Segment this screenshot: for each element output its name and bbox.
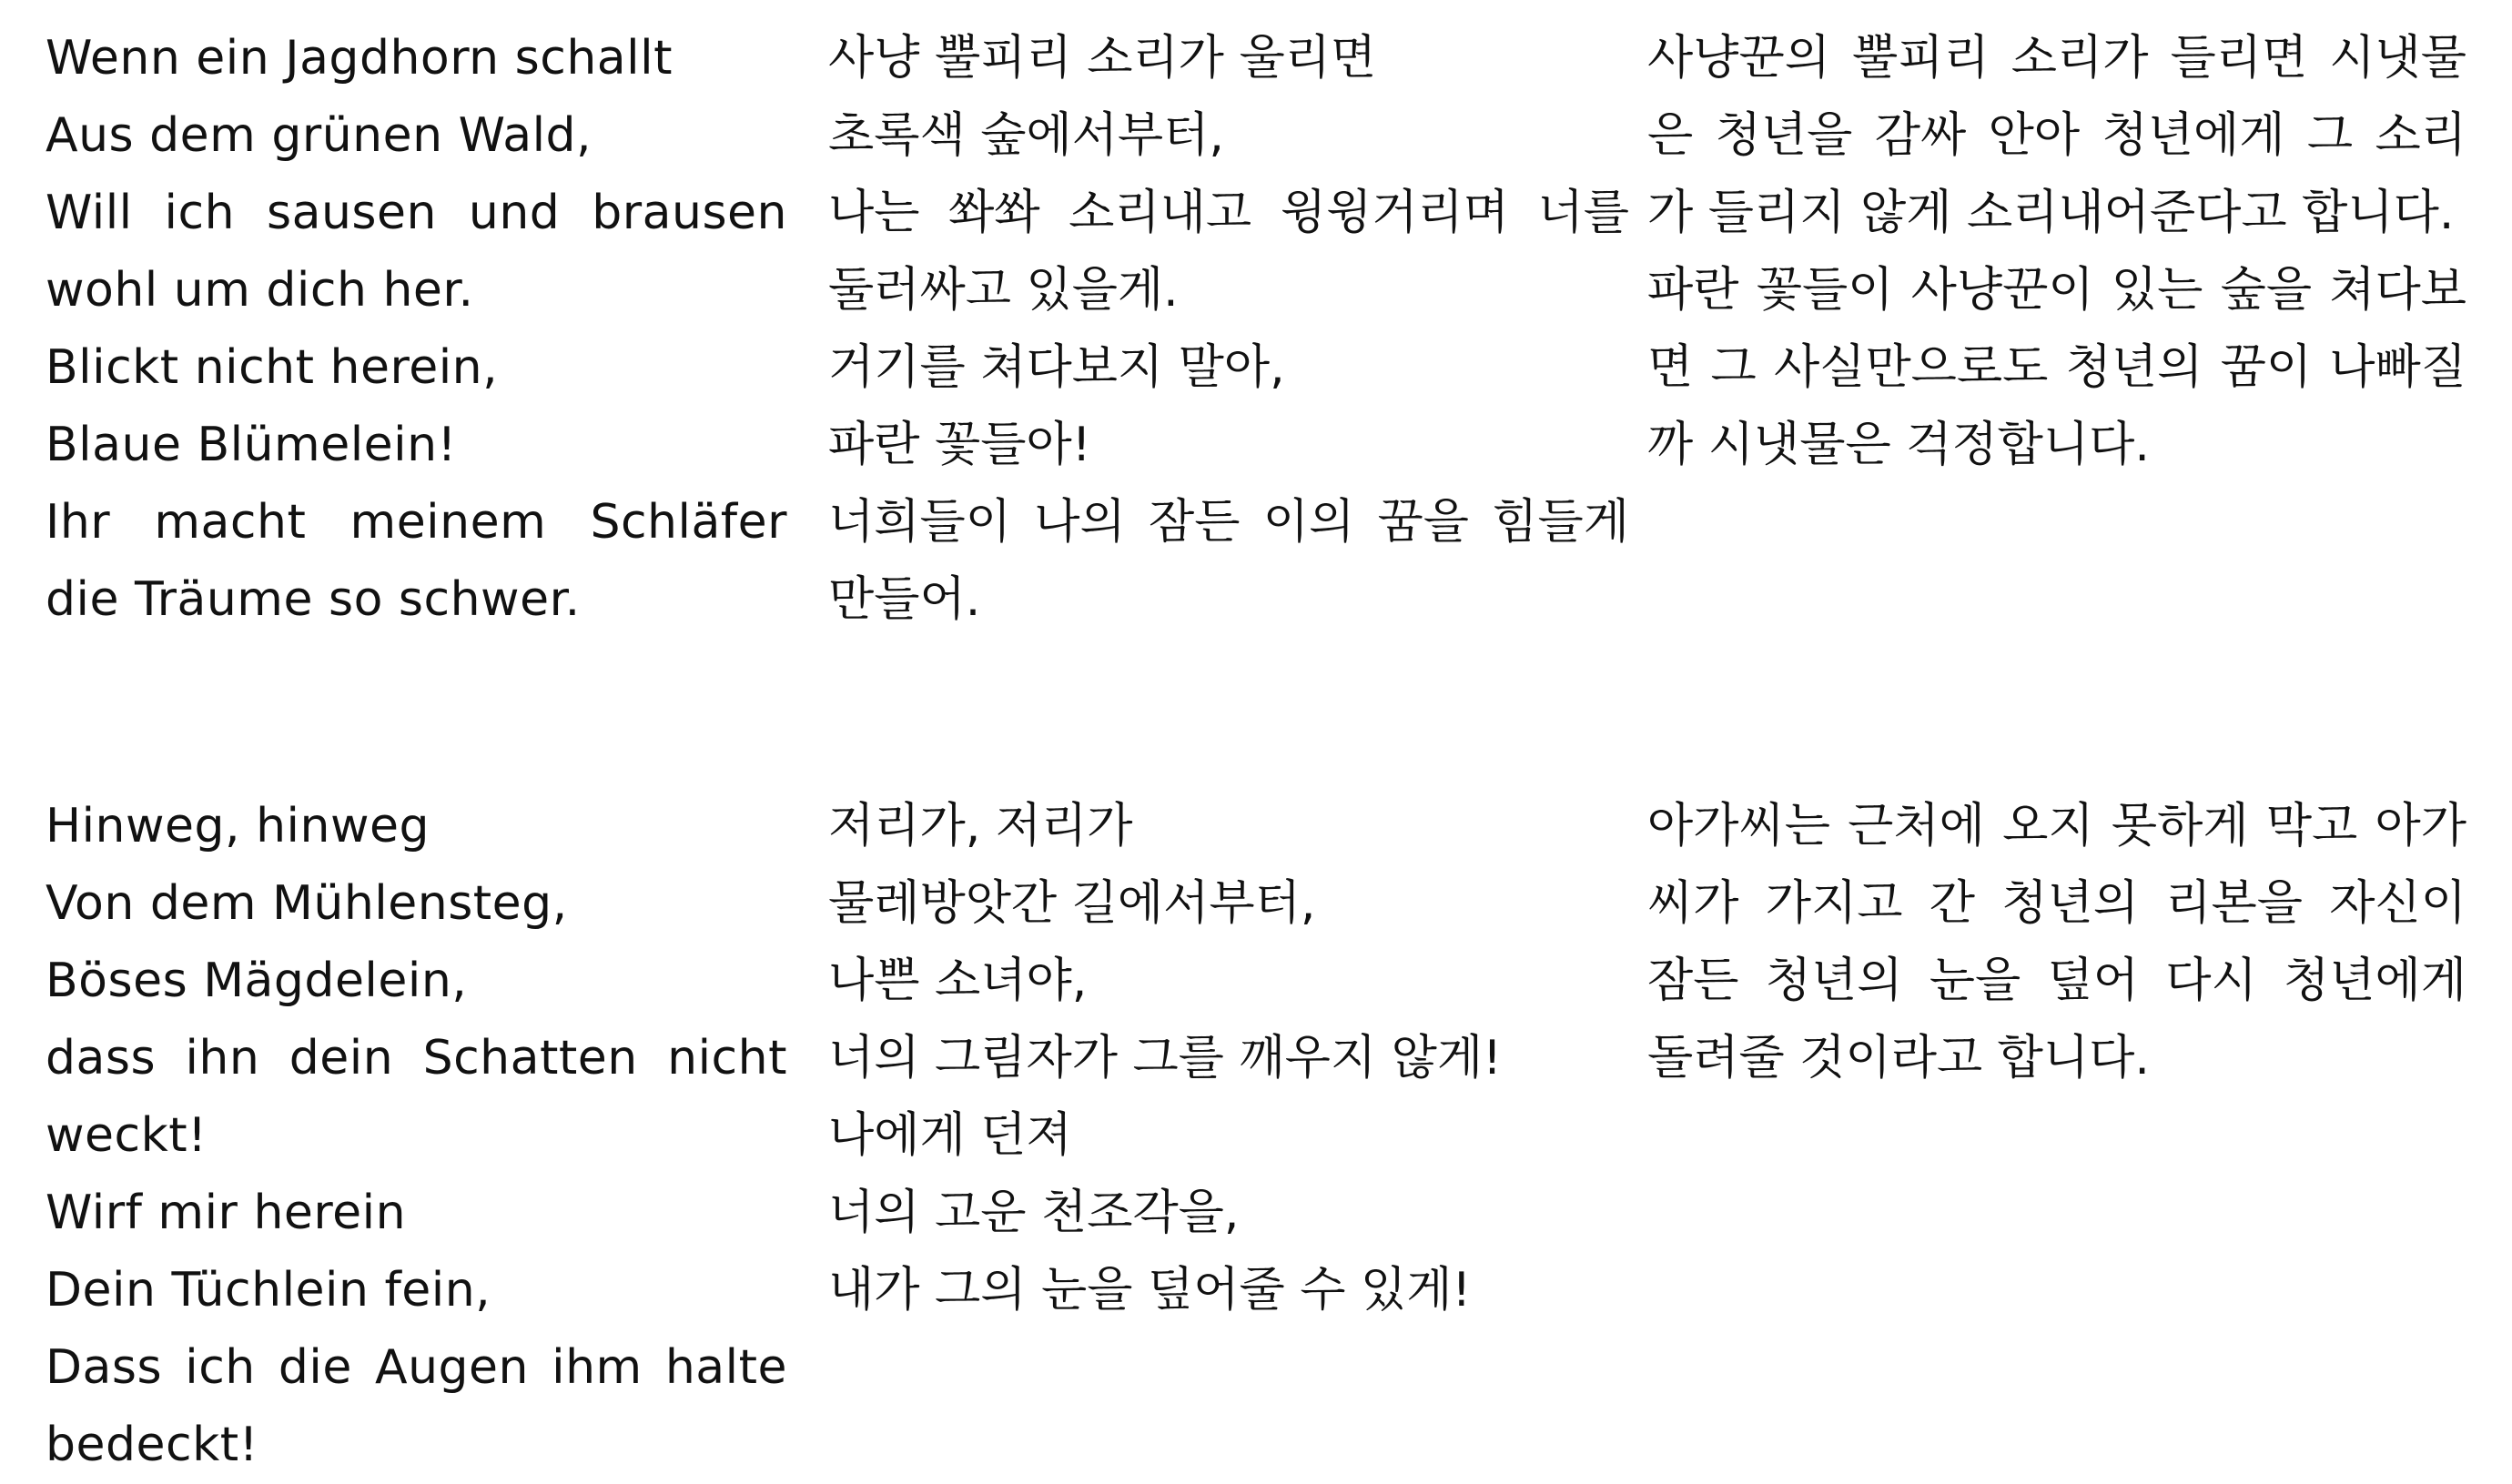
commentary-paragraph: 아가씨는 근처에 오지 못하게 막고 아가씨가 가지고 간 청년의 리본을 자신이 잠든 청년의 눈을 덮어 다시 청년에게 돌려줄 것이라고 합니다. xyxy=(1647,799,2466,1085)
korean-line: 나에게 던져 xyxy=(828,1108,1072,1163)
korean-line: 너의 그림자가 그를 깨우지 않게! xyxy=(828,1031,1502,1085)
korean-line: 너희들이 나의 잠든 이의 꿈을 힘들게 만들어. xyxy=(828,495,1629,627)
german-line: dass ihn dein Schatten nicht weckt! xyxy=(46,1031,787,1163)
german-line: Von dem Mühlensteg, xyxy=(46,876,568,931)
commentary-paragraph: 파란 꽃들이 사냥꾼이 있는 숲을 쳐다보면 그 사실만으로도 청년의 꿈이 나빠질까 시냇물은 걱정합니다. xyxy=(1647,263,2466,472)
german-line: Wirf mir herein xyxy=(46,1186,407,1240)
commentary-paragraph: 사냥꾼의 뿔피리 소리가 들리면 시냇물은 청년을 감싸 안아 청년에게 그 소리가 들리지 않게 소리내어준다고 합니다. xyxy=(1647,31,2466,240)
korean-line: 사냥 뿔피리 소리가 울리면 xyxy=(828,31,1377,86)
stanza-2 xyxy=(46,788,2476,1484)
korean-line: 초록색 숲에서부터, xyxy=(828,108,1224,163)
german-line: Dass ich die Augen ihm halte bedeckt! xyxy=(46,1340,787,1472)
korean-line: 나쁜 소녀야, xyxy=(828,954,1088,1008)
german-line: Blaue Blümelein! xyxy=(46,418,457,472)
korean-line: 물레방앗간 길에서부터, xyxy=(828,876,1316,931)
german-line: Blickt nicht herein, xyxy=(46,340,499,395)
korean-line: 파란 꽃들아! xyxy=(828,418,1091,472)
commentary-column xyxy=(1647,20,2476,639)
korean-translation-column xyxy=(828,788,1647,1484)
korean-line: 너의 고운 천조각을, xyxy=(828,1186,1240,1240)
korean-line: 거기를 쳐다보지 말아, xyxy=(828,340,1285,395)
korean-line: 저리가, 저리가 xyxy=(828,799,1133,853)
german-line: Hinweg, hinweg xyxy=(46,799,430,853)
german-line: Aus dem grünen Wald, xyxy=(46,108,593,163)
korean-line: 나는 쏴쏴 소리내고 윙윙거리며 너를 둘러싸고 있을게. xyxy=(828,186,1629,318)
german-line: Ihr macht meinem Schläfer die Träume so schwer. xyxy=(46,495,787,627)
stanza-1 xyxy=(46,20,2476,639)
korean-line: 내가 그의 눈을 덮어줄 수 있게! xyxy=(828,1263,1472,1317)
german-text-column xyxy=(46,20,828,639)
german-line: Dein Tüchlein fein, xyxy=(46,1263,491,1317)
german-line: Will ich sausen und brausen wohl um dich her. xyxy=(46,186,787,318)
korean-translation-column xyxy=(828,20,1647,639)
commentary-column xyxy=(1647,788,2476,1484)
german-line: Wenn ein Jagdhorn schallt xyxy=(46,31,673,86)
german-line: Böses Mägdelein, xyxy=(46,954,468,1008)
german-text-column xyxy=(46,788,828,1484)
